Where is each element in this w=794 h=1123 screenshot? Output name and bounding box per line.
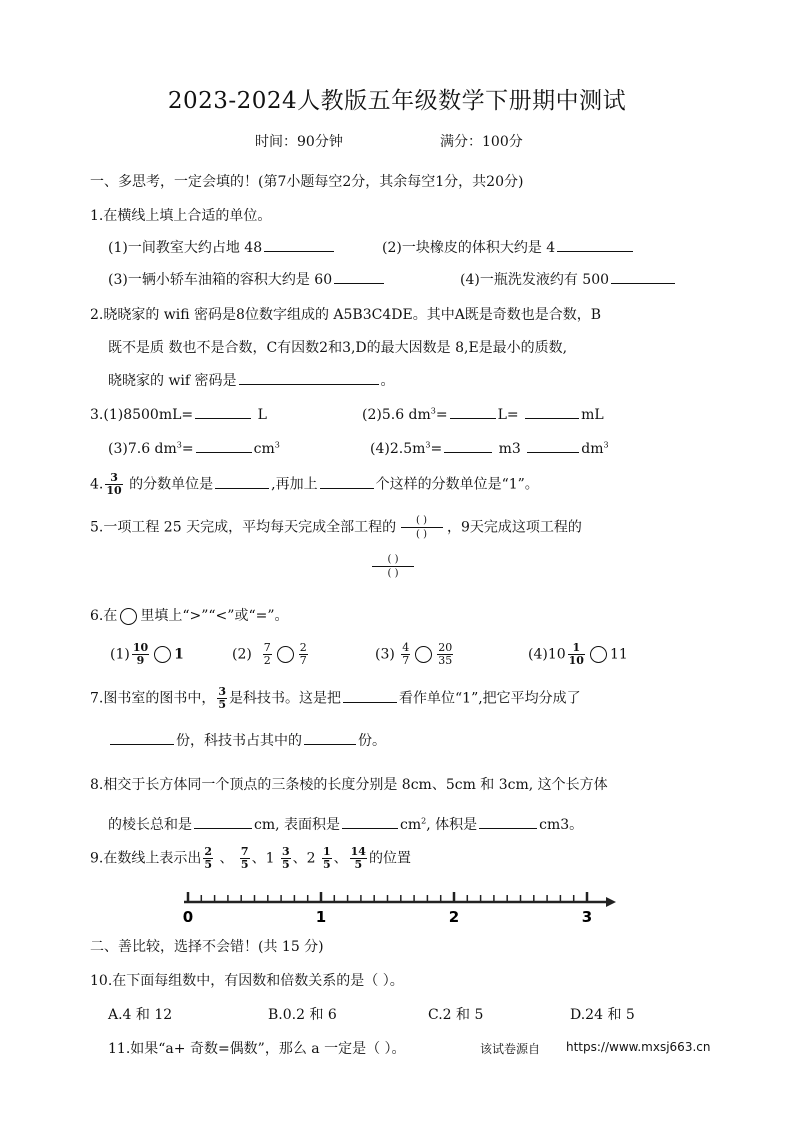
q6-d-right: 11 [609, 646, 628, 663]
q8-line2 [108, 814, 583, 834]
answer-blank[interactable] [479, 814, 537, 829]
q1-a-text: (1)一间教室大约占地 48 [108, 240, 263, 256]
q11-stem: 11.如果“a+ 奇数=偶数”，那么 a 一定是（ ）。 [108, 1041, 406, 1057]
q3-b-unit1: L= [497, 407, 519, 423]
fraction: $\frac{10}{9}$ [132, 641, 149, 667]
q2-line1: 2.晓晓家的 wifi 密码是8位数字组成的 A5B3C4DE。其中A既是奇数也是合数，B [90, 307, 602, 323]
q1-c [108, 269, 386, 289]
q8-sup: 2 [421, 816, 427, 826]
q3-a [90, 404, 267, 423]
fraction: $\frac{3}{5}$ [218, 685, 227, 711]
q10-option-b[interactable]: B.0.2 和 6 [268, 1007, 337, 1023]
answer-blank[interactable] [525, 404, 579, 419]
answer-blank[interactable] [264, 237, 334, 252]
q3-c-text: (3)7.6 dm [108, 441, 177, 457]
answer-blank[interactable] [334, 269, 384, 284]
q6-stem-b: 里填上“>”“<”或“=”。 [140, 608, 289, 624]
fraction: $\frac{20}{35}$ [438, 641, 453, 667]
q10-option-a[interactable]: A.4 和 12 [108, 1007, 173, 1023]
separator: 、 [333, 850, 348, 867]
q3-c-sup: 3 [176, 440, 182, 450]
answer-blank[interactable] [194, 814, 252, 829]
fraction: $\frac{2}{5}$ [204, 845, 213, 871]
q6-a-label: (1) [110, 646, 130, 663]
number-line-label-1: 1 [315, 908, 327, 926]
number-line [170, 880, 620, 930]
answer-blank[interactable] [110, 730, 174, 745]
answer-blank[interactable] [304, 730, 356, 745]
q3-d-sup2: 3 [603, 440, 609, 450]
q3-b-sup: 3 [430, 406, 436, 416]
answer-blank[interactable] [527, 438, 579, 453]
number-line-label-0: 0 [182, 908, 194, 926]
whole-part: 2 [306, 850, 316, 867]
q9-t2: 的位置 [368, 850, 411, 867]
paren-fraction[interactable]: ( ) ( ) [372, 553, 414, 580]
arrow-head-icon [606, 897, 616, 907]
separator: 、 [219, 850, 234, 867]
q1-stem: 1.在横线上填上合适的单位。 [90, 208, 272, 224]
q4-num: 4. [90, 476, 104, 493]
section2-heading: 二、善比较，选择不会错！(共 15 分) [90, 939, 324, 955]
number-line-label-3: 3 [581, 908, 593, 926]
q6-b-label: (2) [232, 646, 252, 663]
answer-blank[interactable] [215, 474, 269, 489]
q6-a-right: 1 [174, 646, 184, 663]
fraction: $\frac{7}{2}$ [263, 641, 271, 667]
q3-d-sup: 3 [425, 440, 431, 450]
q6-b [232, 642, 310, 667]
exam-score: 满分：100分 [440, 134, 523, 150]
q5-t2: ，9天完成这项工程的 [446, 519, 582, 536]
q3-a-text: 3.(1)8500mL= [90, 407, 194, 423]
q6-d [528, 642, 628, 667]
compare-circle[interactable] [590, 646, 607, 663]
q4-t2: ,再加上 [271, 476, 318, 493]
q8-t2: cm, 表面积是 [254, 817, 341, 833]
answer-blank[interactable] [239, 370, 379, 385]
q7-t1: 7.图书室的图书中， [90, 690, 216, 707]
fraction: $\frac{7}{5}$ [240, 845, 249, 871]
q5 [90, 514, 582, 541]
q1-d-text: (4)一瓶洗发液约有 500 [460, 272, 610, 288]
answer-blank[interactable] [444, 438, 492, 453]
page-title: 2023-2024人教版五年级数学下册期中测试 [167, 88, 627, 114]
fraction: $\frac{14}{5}$ [350, 845, 366, 871]
fraction: $\frac{3}{10}$ [106, 471, 122, 497]
q5-t1: 5.一项工程 25 天完成，平均每天完成全部工程的 [90, 519, 397, 536]
q2-line3-end: 。 [380, 373, 395, 389]
q2-line3-text: 晓晓家的 wif 密码是 [108, 373, 237, 389]
q6-c-label: (3) [375, 646, 395, 663]
q8-t3: cm [400, 817, 422, 833]
q3-b-eq: = [435, 407, 448, 423]
answer-blank[interactable] [611, 269, 675, 284]
q4 [90, 472, 539, 497]
separator: 、 [251, 850, 266, 867]
q10-option-d[interactable]: D.24 和 5 [570, 1007, 635, 1023]
q4-t1: 的分数单位是 [129, 476, 214, 493]
q3-d-text: (4)2.5m [370, 441, 426, 457]
q3-b-unit2: mL [581, 407, 604, 423]
q3-c-eq: = [181, 441, 194, 457]
source-url[interactable]: https://www.mxsj663.cn [566, 1040, 711, 1054]
answer-blank[interactable] [320, 474, 374, 489]
answer-blank[interactable] [450, 404, 496, 419]
q6-c [375, 642, 455, 667]
fraction: $\frac{3}{5}$ [281, 845, 290, 871]
answer-blank[interactable] [196, 438, 252, 453]
q9-t1: 9.在数线上表示出 [90, 850, 202, 867]
q10-stem: 10.在下面每组数中，有因数和倍数关系的是（ ）。 [90, 973, 404, 989]
q1-d [460, 269, 677, 289]
q8-t1: 的棱长总和是 [108, 817, 192, 833]
answer-blank[interactable] [195, 404, 251, 419]
compare-circle[interactable] [277, 646, 294, 663]
q2-line3 [108, 370, 395, 390]
q7-t4: 份，科技书占其中的 [176, 733, 302, 749]
fraction: $\frac{2}{7}$ [299, 641, 307, 667]
exam-time: 时间：90分钟 [255, 134, 343, 150]
paren-fraction[interactable]: ( ) ( ) [401, 514, 443, 541]
q9-stem [90, 846, 411, 871]
fraction: $\frac{1}{5}$ [322, 845, 331, 871]
q6-stem [90, 605, 289, 625]
q1-b-text: (2)一块橡皮的体积大约是 4 [382, 240, 556, 256]
fraction: $\frac{4}{7}$ [402, 641, 410, 667]
q7-t2: 是科技书。这是把 [229, 690, 342, 707]
answer-blank[interactable] [342, 814, 398, 829]
q7-t5: 份。 [358, 733, 386, 749]
q10-option-c[interactable]: C.2 和 5 [428, 1007, 484, 1023]
q3-b-text: (2)5.6 dm [362, 407, 431, 423]
section1-heading: 一、多思考，一定会填的！(第7小题每空2分，其余每空1分，共20分) [90, 174, 524, 190]
q3-d-unit1: m3 [498, 441, 521, 457]
q8-line1: 8.相交于长方体同一个顶点的三条棱的长度分别是 8cm、5cm 和 3cm, 这个长方体 [90, 777, 608, 793]
q3-d-eq: = [430, 441, 443, 457]
q6-a [110, 642, 184, 667]
q5-answer [372, 553, 414, 580]
circle-icon [120, 608, 137, 625]
answer-blank[interactable] [343, 688, 397, 703]
q3-a-unit: L [257, 407, 267, 423]
compare-circle[interactable] [415, 646, 432, 663]
whole-part: 1 [265, 850, 275, 867]
q6-stem-a: 6.在 [90, 608, 118, 624]
q3-d [370, 438, 609, 457]
q8-t5: cm3。 [539, 817, 584, 833]
q3-c-unit: cm [253, 441, 275, 457]
q4-t3: 个这样的分数单位是“1”。 [375, 476, 539, 493]
fraction: $\frac{1}{10}$ [568, 641, 584, 667]
q7-line1 [90, 686, 581, 711]
q3-c [108, 438, 280, 457]
compare-circle[interactable] [154, 646, 171, 663]
q3-c-sup2: 3 [274, 440, 280, 450]
q2-line2: 既不是质 数也不是合数，C有因数2和3,D的最大因数是 8,E是最小的质数, [108, 340, 568, 356]
q3-d-unit2: dm [581, 441, 604, 457]
q1-c-text: (3)一辆小轿车油箱的容积大约是 60 [108, 272, 333, 288]
q7-line2 [108, 730, 386, 750]
q3-b [362, 404, 604, 423]
q8-t4: , 体积是 [426, 817, 478, 833]
q1-a [108, 237, 336, 257]
q1-b [382, 237, 635, 257]
number-line-label-2: 2 [448, 908, 460, 926]
source-note: 该试卷源自 [480, 1042, 541, 1056]
separator: 、 [292, 850, 307, 867]
answer-blank[interactable] [557, 237, 633, 252]
q7-t3: 看作单位“1”,把它平均分成了 [399, 690, 581, 707]
q6-d-label: (4)10 [528, 646, 566, 663]
